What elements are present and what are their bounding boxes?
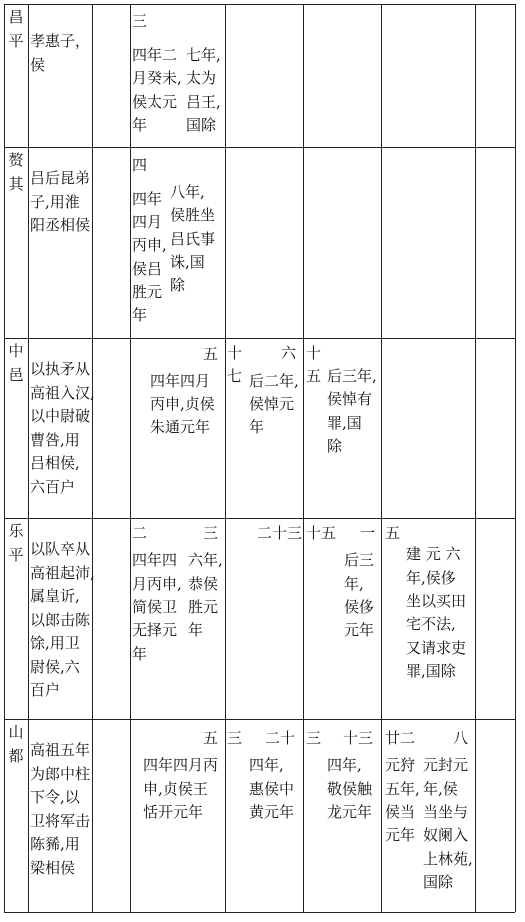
cell-text: 龙元年 [327, 803, 373, 821]
cell-text: 侯悼有 [327, 390, 373, 408]
cell-text: 四月 [132, 213, 163, 231]
cell-text: 二十 [265, 729, 296, 747]
cell-text: 六 [281, 344, 297, 362]
cell-text: 吕王, [186, 93, 221, 111]
cell-text: 侯太元 [132, 93, 178, 111]
place-name: 昌 平 [8, 8, 24, 50]
cell-text: 二十三 [257, 524, 303, 542]
cell-text: 黄元年 [249, 803, 295, 821]
cell-text: 三 [227, 729, 243, 747]
cell-text: 五 [306, 367, 322, 385]
cell-text: 侯当 [385, 803, 416, 821]
enfeoffment-reason: 高祖五年 为郎中柱 下令,以 卫将军击 陈豨,用 梁相侯 [30, 741, 91, 877]
cell-text: 敬侯触 [327, 780, 373, 798]
cell-text: 五年, [385, 780, 420, 798]
cell-text: 侯悼元 [249, 395, 295, 413]
cell-text: 五 [203, 345, 219, 363]
enfeoffment-reason: 孝惠子， 侯 [30, 32, 91, 74]
cell-text: 元年 [344, 621, 375, 639]
cell-text: 宅不法, [406, 615, 456, 633]
cell-text: 侯侈 [344, 598, 375, 616]
cell-text: 罪,国 [327, 414, 362, 432]
cell-text: 后三年, [327, 367, 377, 385]
cell-text: 五 [385, 524, 401, 542]
cell-text: 除 [327, 437, 343, 455]
cell-text: 元年 [385, 826, 416, 844]
cell-text: 十 [227, 344, 243, 362]
cell-text: 十五 [306, 524, 337, 542]
cell-text: 上林苑, [423, 850, 473, 868]
place-name: 山 都 [8, 723, 24, 765]
cell-text: 二 [132, 524, 148, 542]
place-name: 中 邑 [8, 342, 24, 384]
cell-text: 朱通元年 [150, 418, 211, 436]
cell-text: 五 [203, 729, 219, 747]
cell-text: 年, [344, 575, 364, 593]
cell-text: 七年, [186, 46, 221, 64]
enfeoffment-reason: 以队卒从 高祖起沛, 属皇䜣, 以郎击陈 馀,用卫 尉侯,六 百户 [30, 540, 95, 699]
cell-text: 侯吕 [132, 260, 163, 278]
cell-text: 四 [132, 156, 148, 174]
cell-text: 年 [249, 418, 265, 436]
cell-text: 三 [306, 729, 322, 747]
cell-text: 四年二 [132, 46, 178, 64]
cell-text: 胜元 [188, 598, 219, 616]
cell-text: 三 [203, 524, 219, 542]
cell-text: 建 元 六 [406, 545, 461, 563]
cell-text: 年,侯侈 [406, 569, 456, 587]
cell-text: 又请求吏 [406, 639, 467, 657]
enfeoffment-reason: 吕后昆弟 子,用淮 阳丞相侯 [30, 169, 91, 234]
cell-text: 奴阑入 [423, 826, 469, 844]
cell-text: 四年, [249, 756, 284, 774]
cell-text: 月丙申, [132, 575, 182, 593]
cell-text: 罪,国除 [406, 662, 456, 680]
cell-text: 四年四月丙 [143, 756, 219, 774]
cell-text: 年 [188, 621, 204, 639]
cell-text: 四年四 [132, 551, 178, 569]
cell-text: 四年 [132, 190, 163, 208]
cell-text: 丙申, [132, 236, 167, 254]
cell-text: 十 [306, 344, 322, 362]
cell-text: 十三 [343, 729, 374, 747]
cell-text: 年 [132, 645, 148, 663]
cell-text: 元狩 [385, 756, 416, 774]
cell-text: 七 [227, 367, 243, 385]
enfeoffment-reason: 以执矛从 高祖入汉, 以中尉破 曹咎,用 吕相侯, 六百户 [30, 360, 95, 496]
cell-text: 四年, [327, 756, 362, 774]
cell-text: 恬开元年 [143, 803, 204, 821]
cell-text: 简侯卫 [132, 598, 178, 616]
cell-text: 四年四月 [150, 372, 211, 390]
cell-text: 诛,国 [170, 253, 205, 271]
cell-text: 年,侯 [423, 780, 458, 798]
cell-text: 年 [132, 306, 148, 324]
cell-text: 后三 [344, 551, 375, 569]
cell-text: 胜元 [132, 283, 163, 301]
cell-text: 惠侯中 [249, 780, 295, 798]
cell-text: 月癸未, [132, 69, 182, 87]
cell-text: 申,贞侯王 [143, 780, 208, 798]
cell-text: 国除 [186, 116, 217, 134]
place-name: 赘 其 [8, 151, 24, 193]
cell-text: 一 [360, 524, 376, 542]
cell-text: 国除 [423, 873, 454, 891]
cell-text: 吕氏事 [170, 230, 216, 248]
cell-text: 除 [170, 276, 186, 294]
cell-text: 无择元 [132, 621, 178, 639]
cell-text: 八年, [170, 183, 205, 201]
cell-text: 坐以买田 [406, 592, 467, 610]
cell-text: 丙申,贞侯 [150, 395, 215, 413]
cell-text: 恭侯 [188, 575, 219, 593]
cell-text: 元封元 [423, 756, 469, 774]
cell-text: 三 [132, 12, 148, 30]
cell-text: 太为 [186, 69, 217, 87]
cell-text: 侯胜坐 [170, 206, 216, 224]
cell-text: 六年, [188, 551, 223, 569]
cell-text: 廿二 [385, 729, 416, 747]
cell-text: 后二年, [249, 372, 299, 390]
cell-text: 年 [132, 116, 148, 134]
place-name: 乐 平 [8, 522, 24, 564]
cell-text: 当坐与 [423, 803, 469, 821]
cell-text: 八 [453, 729, 469, 747]
